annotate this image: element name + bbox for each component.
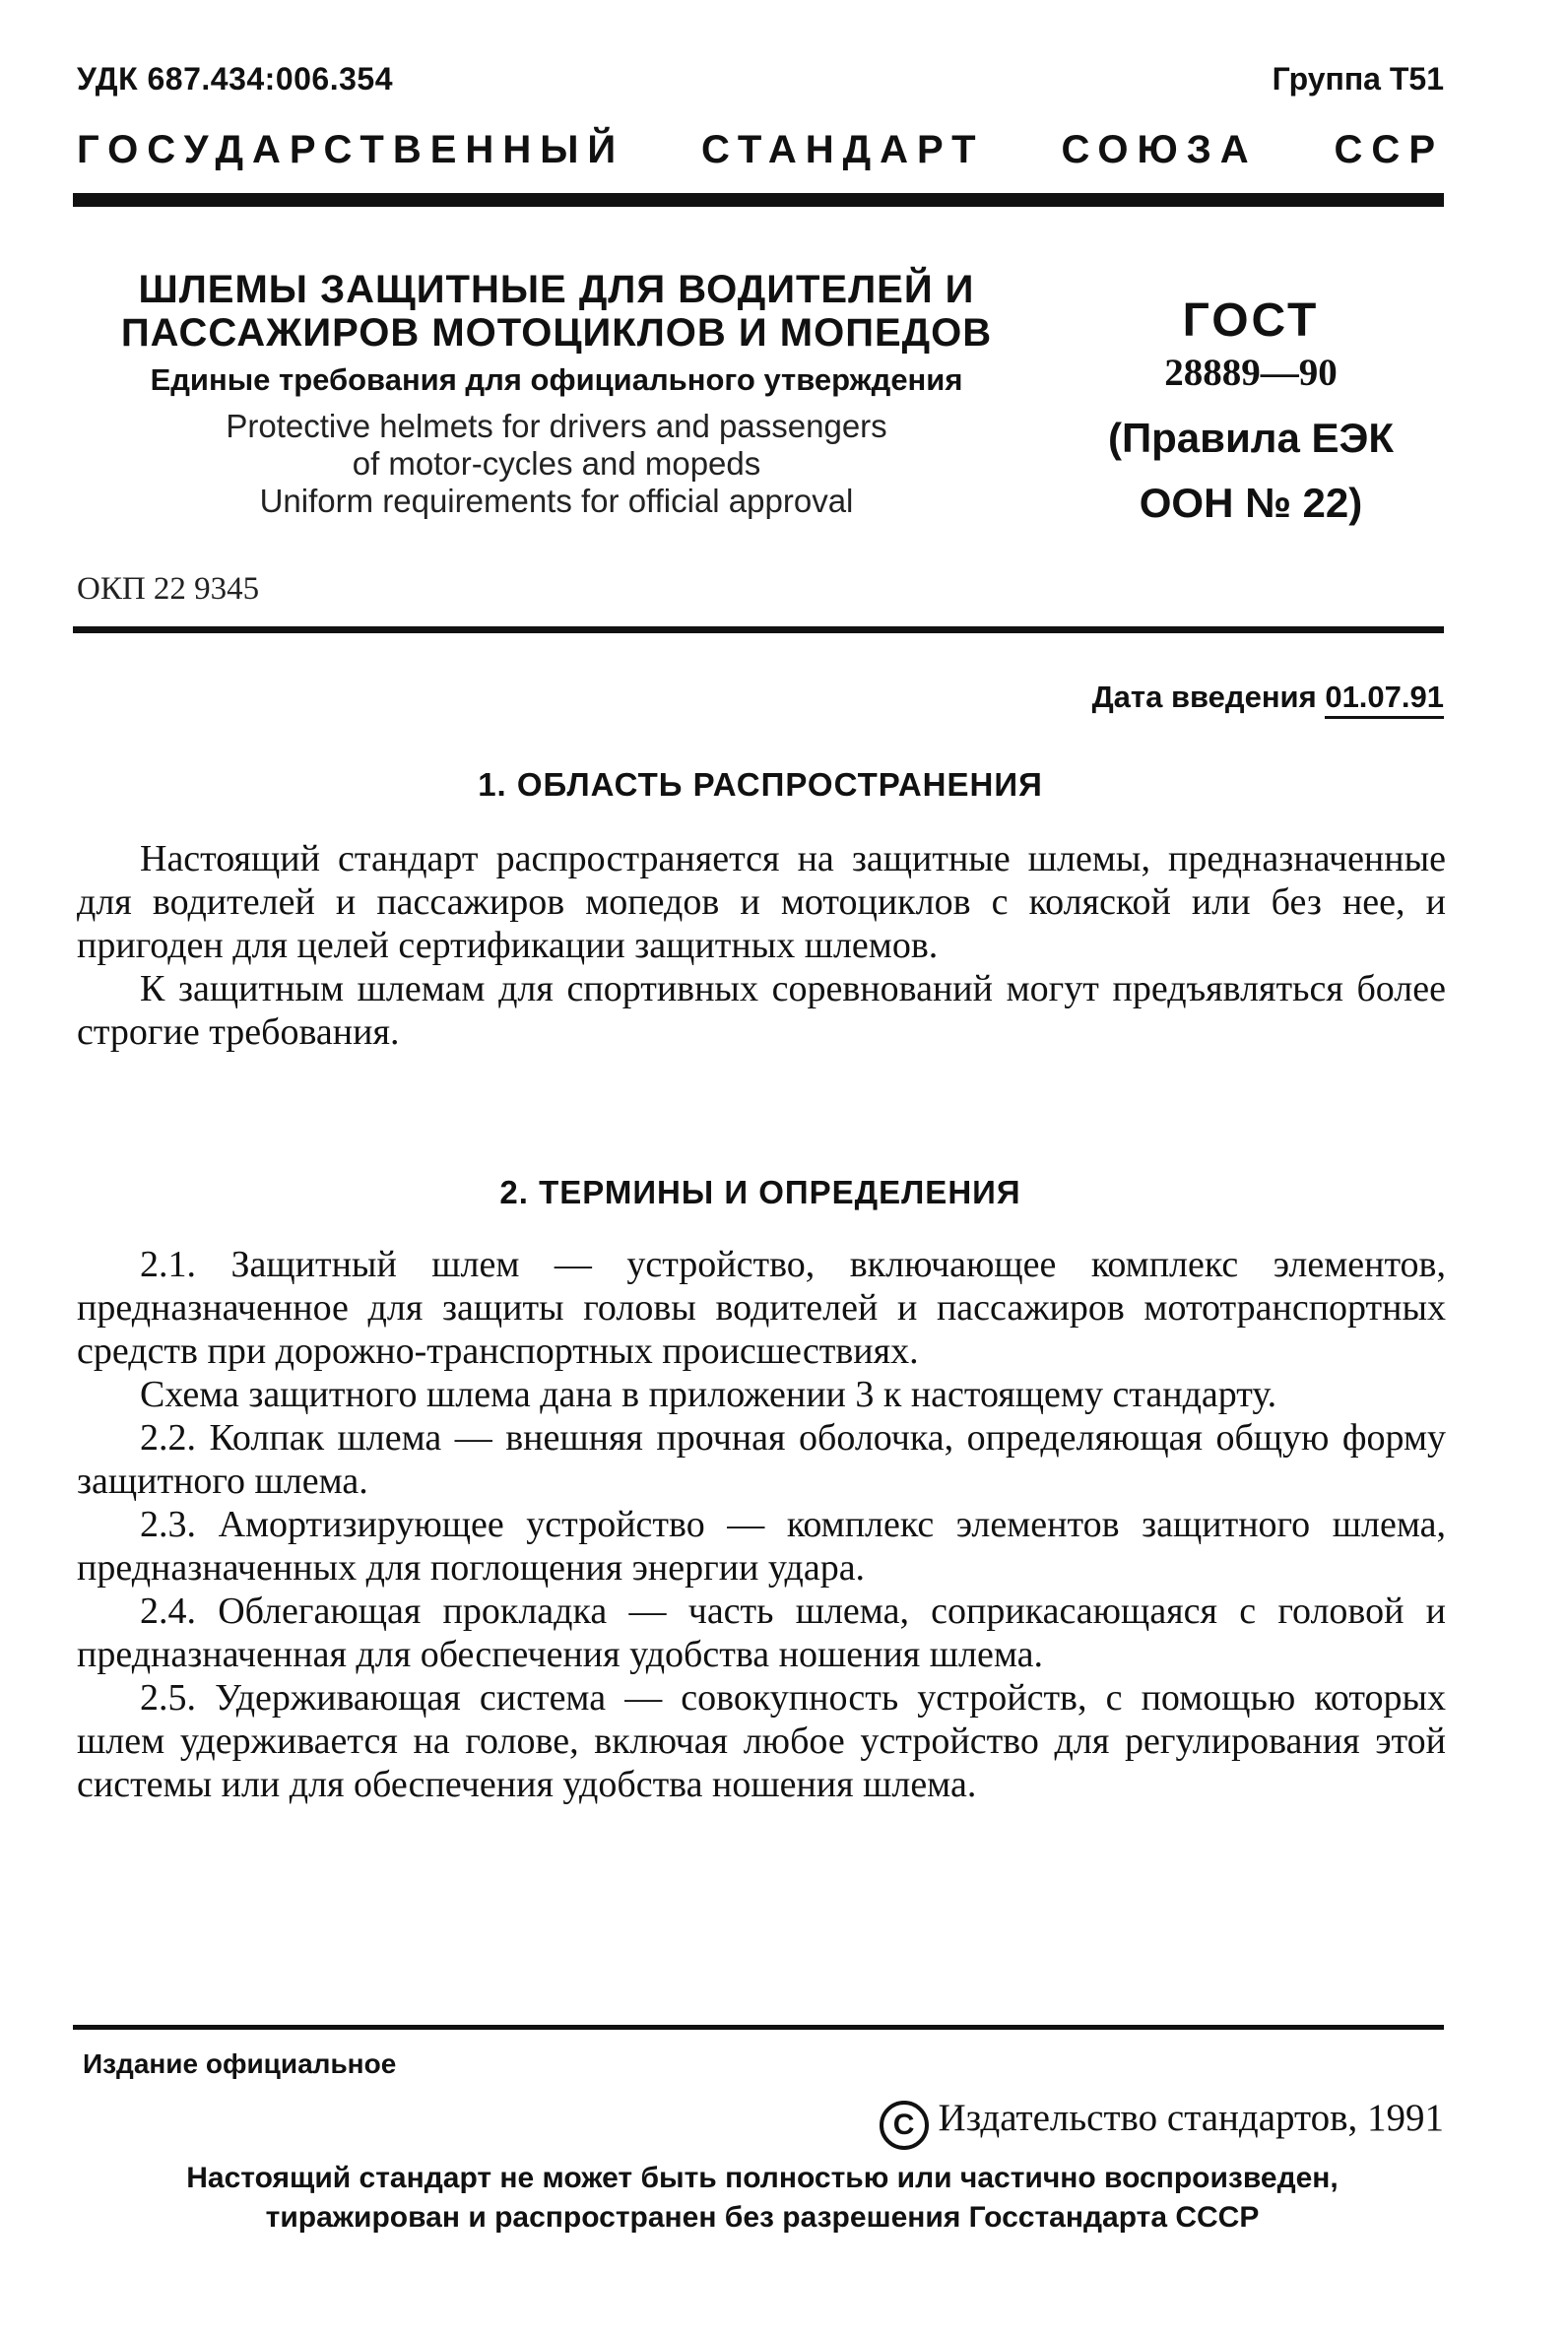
clause-2-1-note: Схема защитного шлема дана в приложении 3 к настоящему стандарту.	[140, 1374, 1277, 1415]
section-1-heading: 1. ОБЛАСТЬ РАСПРОСТРАНЕНИЯ	[478, 766, 1043, 803]
gost-number: 28889—90	[1164, 352, 1338, 394]
reproduction-notice	[77, 2159, 1448, 2238]
title-line-2: ПАССАЖИРОВ МОТОЦИКЛОВ И МОПЕДОВ	[120, 311, 993, 355]
date-value: 01.07.91	[1325, 680, 1444, 719]
copyright-icon: C	[880, 2101, 929, 2150]
section-2-heading: 2. ТЕРМИНЫ И ОПРЕДЕЛЕНИЯ	[499, 1174, 1021, 1210]
gost-designation	[1064, 293, 1438, 536]
notice-line-2: тиражирован и распространен без разрешения Госстандарта СССР	[265, 2201, 1260, 2234]
clause-2-1: 2.1. Защитный шлем — устройство, включающее комплекс элементов, предназначенное для защиты головы водителей и пассажиров мототранспортных средств при дорожно-транспортных происшествиях.	[77, 1244, 1446, 1372]
gost-label: ГОСТ	[1182, 294, 1320, 347]
clause-2-3: 2.3. Амортизирующее устройство — комплекс элементов защитного шлема, предназначенных для поглощения энергии удара.	[77, 1504, 1446, 1589]
section-1-paragraph-1: Настоящий стандарт распространяется на защитные шлемы, предназначенные для водителей и пассажиров мопедов и мотоциклов с коляской или без нее, и пригоден для целей сертификации защитных шлемов.	[77, 838, 1446, 966]
section-1-paragraph-2: К защитным шлемам для спортивных соревнований могут предъявляться более строгие требования.	[77, 968, 1446, 1053]
title-rule	[73, 626, 1444, 633]
gost-rule-line-2: ООН № 22)	[1139, 480, 1363, 526]
title-line-1: ШЛЕМЫ ЗАЩИТНЫЕ ДЛЯ ВОДИТЕЛЕЙ И	[138, 268, 975, 311]
english-title-line-2: of motor-cycles and mopeds	[352, 445, 761, 482]
english-title-line-1: Protective helmets for drivers and passengers	[226, 408, 887, 444]
footer-rule	[73, 2025, 1444, 2030]
section-1-body	[77, 837, 1446, 1054]
clause-2-2: 2.2. Колпак шлема — внешняя прочная оболочка, определяющая общую форму защитного шлема.	[77, 1417, 1446, 1502]
clause-2-5: 2.5. Удерживающая система — совокупность устройств, с помощью которых шлем удерживается на голове, включая любое устройство для регулирования этой системы или для обеспечения удобства ношения шлема.	[77, 1677, 1446, 1805]
date-label: Дата введения	[1091, 680, 1317, 714]
state-standard-banner: ГОСУДАРСТВЕННЫЙ СТАНДАРТ СОЮЗА ССР	[77, 128, 1444, 171]
publisher-text: Издательство стандартов, 1991	[938, 2097, 1444, 2139]
clause-2-4: 2.4. Облегающая прокладка — часть шлема, соприкасающаяся с головой и предназначенная для обеспечения удобства ношения шлема.	[77, 1590, 1446, 1675]
gost-rule-line-1: (Правила ЕЭК	[1107, 415, 1395, 461]
introduction-date	[1092, 680, 1444, 715]
group-code: Группа Т51	[1272, 61, 1444, 97]
official-edition-label: Издание официальное	[83, 2048, 397, 2079]
header-rule	[73, 193, 1444, 207]
english-title-line-3: Uniform requirements for official approval	[259, 483, 854, 519]
publisher-line	[880, 2096, 1444, 2150]
notice-line-1: Настоящий стандарт не может быть полностью или частично воспроизведен,	[186, 2162, 1339, 2194]
udk-code: УДК 687.434:006.354	[77, 61, 393, 97]
section-2-body	[77, 1243, 1446, 1806]
title-block	[108, 268, 1005, 520]
okp-code: ОКП 22 9345	[77, 571, 260, 607]
title-subtitle: Единые требования для официального утверждения	[150, 362, 963, 397]
english-title	[108, 408, 1005, 520]
